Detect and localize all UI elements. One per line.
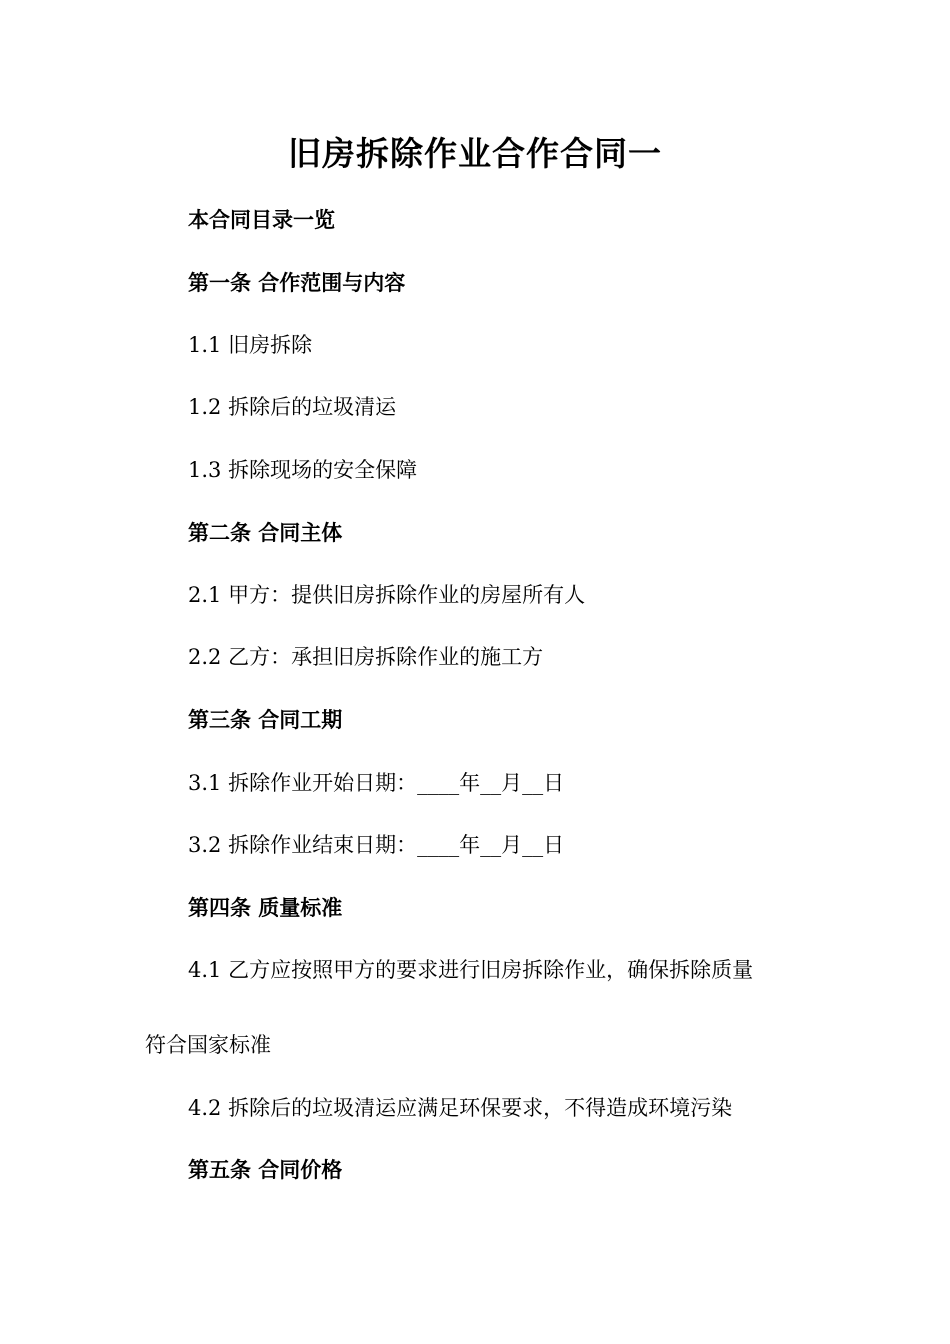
document-title: 旧房拆除作业合作合同一 [288, 134, 662, 173]
toc-item-3-2: 3.2 拆除作业结束日期：____年__月__日 [188, 833, 565, 857]
section-heading-5: 第五条 合同价格 [188, 1158, 343, 1182]
section-heading-2: 第二条 合同主体 [188, 521, 343, 545]
section-heading-3: 第三条 合同工期 [188, 708, 343, 732]
toc-item-4-1-continued: 符合国家标准 [145, 1033, 271, 1057]
toc-item-2-1: 2.1 甲方：提供旧房拆除作业的房屋所有人 [188, 583, 586, 607]
toc-item-4-1: 4.1 乙方应按照甲方的要求进行旧房拆除作业，确保拆除质量 [188, 958, 754, 982]
toc-item-1-2: 1.2 拆除后的垃圾清运 [188, 395, 397, 419]
toc-item-4-2: 4.2 拆除后的垃圾清运应满足环保要求，不得造成环境污染 [188, 1096, 733, 1120]
toc-item-1-1: 1.1 旧房拆除 [188, 333, 313, 357]
section-heading-1: 第一条 合作范围与内容 [188, 271, 406, 295]
toc-heading: 本合同目录一览 [188, 208, 335, 232]
section-heading-4: 第四条 质量标准 [188, 896, 343, 920]
toc-item-3-1: 3.1 拆除作业开始日期：____年__月__日 [188, 771, 565, 795]
toc-item-2-2: 2.2 乙方：承担旧房拆除作业的施工方 [188, 645, 544, 669]
toc-item-1-3: 1.3 拆除现场的安全保障 [188, 458, 418, 482]
